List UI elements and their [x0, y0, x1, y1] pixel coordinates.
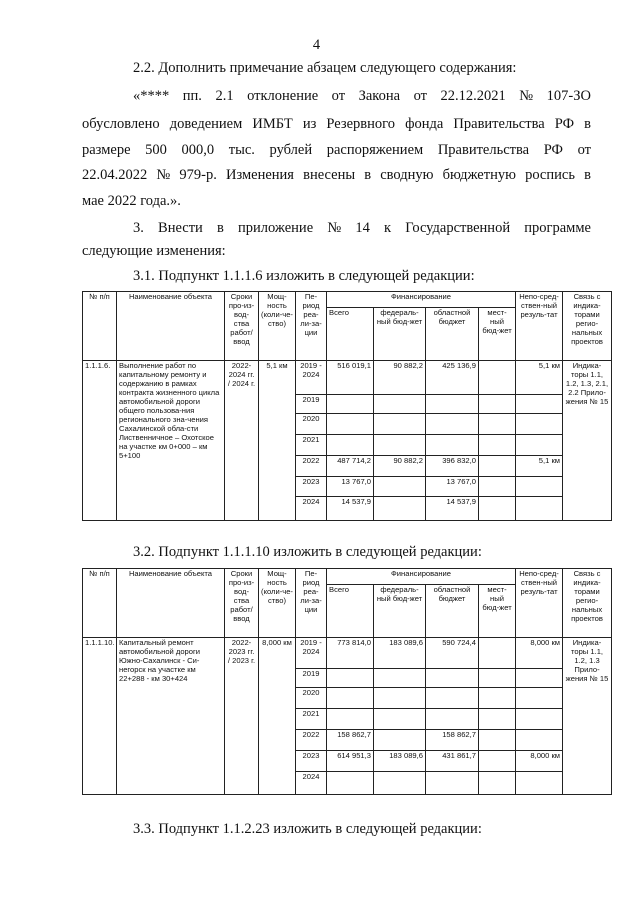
header-power: Мощ-ность (коли-че-ство) [259, 292, 296, 361]
row-local [479, 772, 516, 795]
header-total: Всего [327, 308, 374, 361]
row-result [516, 497, 563, 521]
row-regional: 13 767,0 [426, 477, 479, 497]
row-period: 2021 [296, 435, 327, 456]
row-result [516, 709, 563, 730]
row-total [327, 688, 374, 709]
word: внесены [303, 167, 356, 183]
header-period: Пе-риод реа-ли-за-ции [296, 292, 327, 361]
row-regional [426, 688, 479, 709]
header-local: мест-ный бюд-жет [479, 585, 516, 638]
item-name: Выполнение работ по капитальному ремонту и содержанию в рамках контракта жизненного цикла автомобильной дороги общего пользова-ния регионального зна-чения Сахалинской обла-сти Лиственничное – Охотское на участке км 0+000 – км 5+100 [117, 361, 225, 521]
word: № [156, 167, 171, 183]
row-federal [374, 477, 426, 497]
row-regional: 431 861,7 [426, 751, 479, 772]
word: № [327, 220, 342, 236]
word: Внести [158, 220, 203, 236]
row-local [479, 361, 516, 395]
word: пп. [182, 88, 202, 104]
row-federal: 183 089,6 [374, 638, 426, 669]
item-number: 1.1.1.10. [83, 638, 117, 795]
row-federal [374, 669, 426, 688]
paragraph-2-2-line-4 [82, 167, 591, 184]
row-federal [374, 435, 426, 456]
row-local [479, 688, 516, 709]
paragraph-2-2-title: 2.2. Дополнить примечание абзацем следующего содержания: [133, 60, 517, 76]
word: 22.04.2022 [82, 167, 148, 183]
paragraph-3-line-2: следующие изменения: [82, 243, 226, 259]
word: № [519, 88, 534, 104]
item-number: 1.1.1.6. [83, 361, 117, 521]
row-total: 516 019,1 [327, 361, 374, 395]
header-name: Наименование объекта [117, 569, 225, 638]
item-terms: 2022-2023 гг. / 2023 г. [225, 638, 259, 795]
row-federal: 183 089,6 [374, 751, 426, 772]
row-federal [374, 688, 426, 709]
row-regional: 590 724,4 [426, 638, 479, 669]
word: 14 [355, 220, 370, 236]
row-period: 2020 [296, 688, 327, 709]
item-terms: 2022-2024 гг. / 2024 г. [225, 361, 259, 521]
row-period: 2021 [296, 709, 327, 730]
word: программе [524, 220, 591, 236]
row-period: 2022 [296, 456, 327, 477]
row-result [516, 669, 563, 688]
row-federal [374, 395, 426, 414]
row-result [516, 395, 563, 414]
word: 2.1 [215, 88, 234, 104]
row-federal [374, 709, 426, 730]
word: рублей [269, 142, 313, 158]
row-regional: 425 136,9 [426, 361, 479, 395]
row-regional: 158 862,7 [426, 730, 479, 751]
row-result [516, 688, 563, 709]
word: Закона [358, 88, 401, 104]
row-regional [426, 435, 479, 456]
paragraph-3-line-1 [133, 220, 591, 237]
subparagraph-3-3: 3.3. Подпункт 1.1.2.23 изложить в следующей редакции: [133, 821, 482, 837]
word: РФ [554, 116, 575, 132]
table-row [83, 638, 612, 669]
word: приложение [238, 220, 314, 236]
word: обусловлено [82, 116, 160, 132]
row-period: 2019 - 2024 [296, 361, 327, 395]
page-number: 4 [312, 37, 321, 53]
word: от [413, 88, 427, 104]
row-federal [374, 730, 426, 751]
row-local [479, 751, 516, 772]
row-total: 773 814,0 [327, 638, 374, 669]
row-result: 5,1 км [516, 456, 563, 477]
row-total [327, 709, 374, 730]
row-period: 2019 - 2024 [296, 638, 327, 669]
row-period: 2020 [296, 414, 327, 435]
word: бюджетную [442, 167, 516, 183]
row-federal [374, 497, 426, 521]
row-total [327, 435, 374, 456]
header-financing: Финансирование [327, 569, 516, 585]
header-link: Связь с индика-торами регио-нальных проектов [563, 292, 612, 361]
header-regional: областной бюджет [426, 308, 479, 361]
row-federal [374, 414, 426, 435]
word: 000,0 [181, 142, 215, 158]
table-subitem-1-1-1-10 [82, 568, 612, 795]
row-period: 2019 [296, 395, 327, 414]
row-local [479, 414, 516, 435]
row-regional [426, 414, 479, 435]
item-link: Индика-торы 1.1, 1.2, 1.3, 2.1, 2.2 Прило-жения № 15 [563, 361, 612, 521]
header-local: мест-ный бюд-жет [479, 308, 516, 361]
header-power: Мощ-ность (коли-че-ство) [259, 569, 296, 638]
word: 22.12.2021 [440, 88, 506, 104]
row-regional [426, 709, 479, 730]
row-result [516, 435, 563, 456]
word: от [331, 88, 346, 104]
row-federal: 90 882,2 [374, 456, 426, 477]
header-federal: федераль-ный бюд-жет [374, 585, 426, 638]
header-period: Пе-риод реа-ли-за-ции [296, 569, 327, 638]
item-link: Индика-торы 1.1, 1.2, 1.3 Прило-жения № 15 [563, 638, 612, 795]
row-regional [426, 772, 479, 795]
row-regional: 396 832,0 [426, 456, 479, 477]
header-total: Всего [327, 585, 374, 638]
word: отклонение [247, 88, 319, 104]
row-regional [426, 669, 479, 688]
word: от [577, 142, 591, 158]
paragraph-2-2-line-5: мае 2022 года.». [82, 193, 181, 209]
row-total: 158 862,7 [327, 730, 374, 751]
row-local [479, 456, 516, 477]
row-result: 8,000 км [516, 751, 563, 772]
word: тыс. [228, 142, 255, 158]
item-name: Капитальный ремонт автомобильной дороги Южно-Сахалинск - Си-негорск на участке км 22+288 - км 30+424 [117, 638, 225, 795]
header-regional: областной бюджет [426, 585, 479, 638]
row-result [516, 730, 563, 751]
word: 3. [133, 220, 144, 236]
row-regional: 14 537,9 [426, 497, 479, 521]
word: размере [82, 142, 131, 158]
word: 979-р. [179, 167, 217, 183]
word: Резервного [326, 116, 395, 132]
word: к [384, 220, 392, 236]
header-num: № п/п [83, 569, 117, 638]
paragraph-2-2-line-3 [82, 142, 591, 159]
row-total: 13 767,0 [327, 477, 374, 497]
header-terms: Сроки про-из-вод-ства работ/ввод [225, 569, 259, 638]
row-total [327, 669, 374, 688]
row-local [479, 435, 516, 456]
subparagraph-3-2: 3.2. Подпункт 1.1.1.10 изложить в следующей редакции: [133, 544, 482, 560]
word: Изменения [225, 167, 294, 183]
row-period: 2023 [296, 751, 327, 772]
subparagraph-3-1: 3.1. Подпункт 1.1.1.6 изложить в следующей редакции: [133, 268, 475, 284]
row-federal [374, 772, 426, 795]
word: Правительства [437, 142, 530, 158]
row-period: 2024 [296, 497, 327, 521]
word: доведением [169, 116, 243, 132]
row-period: 2019 [296, 669, 327, 688]
header-result: Непо-сред-ствен-ный резуль-тат [516, 292, 563, 361]
word: ИМБТ [252, 116, 293, 132]
row-local [479, 709, 516, 730]
word: распоряжением [326, 142, 424, 158]
word: роспись [525, 167, 575, 183]
paragraph-2-2-line-2 [82, 116, 591, 133]
table-row [83, 361, 612, 395]
header-name: Наименование объекта [117, 292, 225, 361]
row-local [479, 730, 516, 751]
word: в [584, 167, 591, 183]
header-result: Непо-сред-ствен-ный резуль-тат [516, 569, 563, 638]
header-terms: Сроки про-из-вод-ства работ/ввод [225, 292, 259, 361]
row-result: 5,1 км [516, 361, 563, 395]
paragraph-2-2-line-1 [133, 88, 591, 105]
row-local [479, 669, 516, 688]
header-financing: Финансирование [327, 292, 516, 308]
row-total: 14 537,9 [327, 497, 374, 521]
row-total [327, 395, 374, 414]
word: Правительства [453, 116, 545, 132]
word: 500 [145, 142, 167, 158]
word: 107-ЗО [546, 88, 591, 104]
word: в [364, 167, 372, 183]
word: в [216, 220, 224, 236]
word: в [584, 116, 591, 132]
word: РФ [543, 142, 563, 158]
row-period: 2022 [296, 730, 327, 751]
row-result: 8,000 км [516, 638, 563, 669]
word: сводную [380, 167, 434, 183]
word: «**** [133, 88, 170, 104]
row-result [516, 414, 563, 435]
row-local [479, 477, 516, 497]
header-num: № п/п [83, 292, 117, 361]
word: фонда [405, 116, 444, 132]
row-period: 2024 [296, 772, 327, 795]
row-local [479, 638, 516, 669]
item-power: 8,000 км [259, 638, 296, 795]
row-result [516, 772, 563, 795]
header-federal: федераль-ный бюд-жет [374, 308, 426, 361]
word: из [302, 116, 317, 132]
row-total [327, 414, 374, 435]
item-power: 5,1 км [259, 361, 296, 521]
row-total: 487 714,2 [327, 456, 374, 477]
row-result [516, 477, 563, 497]
row-local [479, 497, 516, 521]
header-link: Связь с индика-торами регио-нальных проектов [563, 569, 612, 638]
table-subitem-1-1-1-6 [82, 291, 612, 521]
word: Государственной [405, 220, 511, 236]
row-federal: 90 882,2 [374, 361, 426, 395]
row-period: 2023 [296, 477, 327, 497]
row-total: 614 951,3 [327, 751, 374, 772]
row-local [479, 395, 516, 414]
row-regional [426, 395, 479, 414]
row-total [327, 772, 374, 795]
